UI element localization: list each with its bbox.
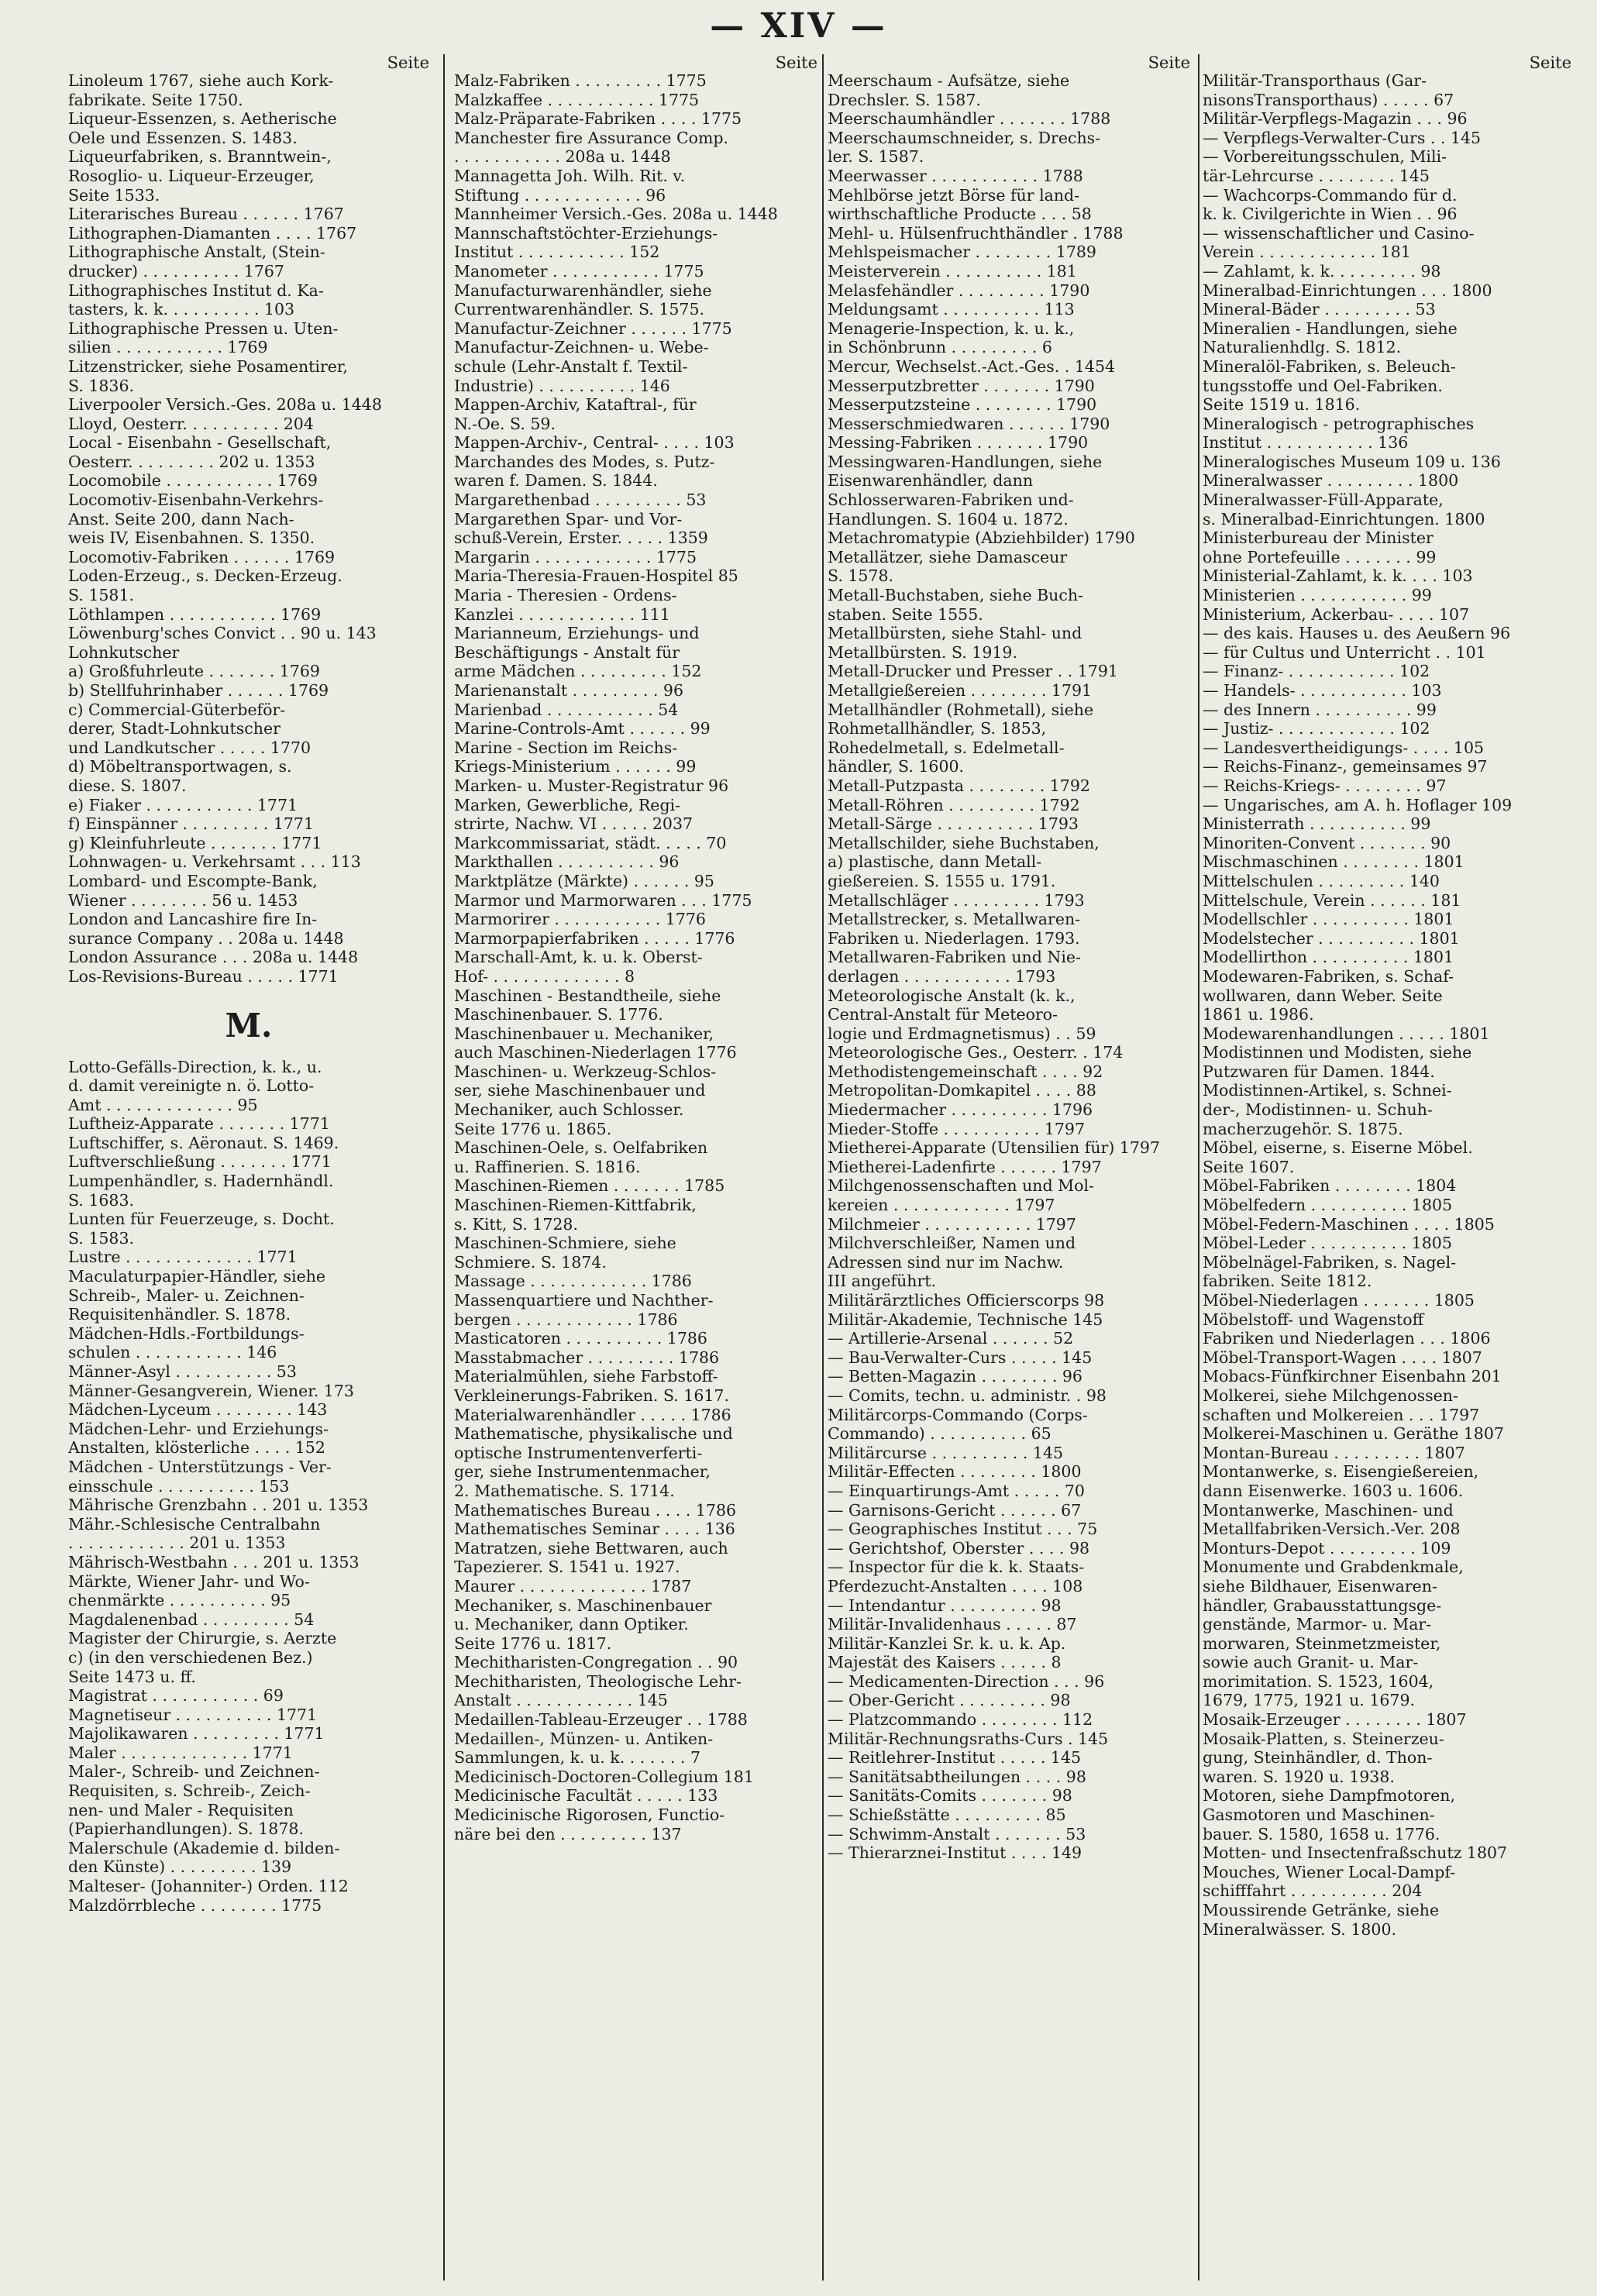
- index-entry: Marienbad . . . . . . . . . . . 54: [454, 700, 679, 719]
- index-entry: Miedermacher . . . . . . . . . . 1796: [828, 1100, 1093, 1120]
- index-entry: Mosaik-Platten, s. Steinerzeu- gung, Steinhändler, d. Thon- waren. S. 1920 u. 1938.: [1203, 1729, 1444, 1786]
- index-entry: Metall-Putzpasta . . . . . . . . 1792: [828, 776, 1090, 795]
- index-entry: Meldungsamt . . . . . . . . . . 113: [828, 300, 1075, 319]
- index-entry: Ministerien . . . . . . . . . . . 99: [1203, 586, 1432, 605]
- index-entry: — Betten-Magazin . . . . . . . . 96: [828, 1367, 1082, 1386]
- index-entry: Linoleum 1767, siehe auch Kork- fabrikate. Seite 1750.: [68, 71, 334, 109]
- index-column-4: [1203, 54, 1576, 2281]
- index-entry: — Comits, techn. u. administr. . 98: [828, 1386, 1107, 1405]
- index-entry: Maschinen- u. Werkzeug-Schlos- ser, siehe Maschinenbauer und Mechaniker, auch Schlosser. Seite 1776 u. 1865.: [454, 1062, 717, 1138]
- index-entry: Locomobile . . . . . . . . . . . 1769: [68, 471, 318, 491]
- index-entry: Mouches, Wiener Local-Dampf- schifffahrt . . . . . . . . . . 204: [1203, 1862, 1456, 1901]
- index-entry: Manufactur-Zeichner . . . . . . 1775: [454, 318, 732, 338]
- index-entry: Literarisches Bureau . . . . . . 1767: [68, 205, 344, 224]
- index-entry: Lithographische Pressen u. Uten- silien . . . . . . . . . . . 1769: [68, 318, 339, 357]
- index-entry: Metall-Röhren . . . . . . . . . 1792: [828, 795, 1080, 814]
- index-entry: Marmor und Marmorwaren . . . 1775: [454, 890, 752, 910]
- index-entry: Lunten für Feuerzeuge, s. Docht. S. 1583.: [68, 1210, 335, 1248]
- index-entry: Mehlspeismacher . . . . . . . . 1789: [828, 243, 1096, 262]
- index-entry: Mannschaftstöchter-Erziehungs- Institut . . . . . . . . . . . 152: [454, 223, 718, 262]
- index-entry: Mieder-Stoffe . . . . . . . . . . 1797: [828, 1119, 1085, 1138]
- index-entry: Luftverschließung . . . . . . . 1771: [68, 1152, 332, 1172]
- index-entry: — Einquartirungs-Amt . . . . . 70: [828, 1481, 1085, 1500]
- index-entry: Mittelschule, Verein . . . . . . 181: [1203, 890, 1461, 910]
- index-entry: — Sanitäts-Comits . . . . . . . 98: [828, 1786, 1072, 1805]
- index-entry: — Landesvertheidigungs- . . . . 105: [1203, 738, 1485, 757]
- index-entry: Monturs-Depot . . . . . . . . . 109: [1203, 1538, 1451, 1558]
- index-entry: Mischmaschinen . . . . . . . . 1801: [1203, 852, 1464, 872]
- index-entry: — Reichs-Kriegs- . . . . . . . . 97: [1203, 776, 1447, 795]
- index-entry: Materialmühlen, siehe Farbstoff- Verkleinerungs-Fabriken. S. 1617.: [454, 1367, 729, 1405]
- index-entry: Litzenstricker, siehe Posamentirer, S. 1836.: [68, 356, 348, 395]
- index-entry: Margarin . . . . . . . . . . . . 1775: [454, 547, 697, 566]
- index-entry: Mährisch-Westbahn . . . 201 u. 1353: [68, 1552, 360, 1571]
- index-entry: Modellschler . . . . . . . . . . 1801: [1203, 910, 1454, 929]
- index-entry: Militär-Rechnungsraths-Curs . 145: [828, 1729, 1109, 1748]
- index-entry: Massenquartiere und Nachther- bergen . . . . . . . . . . . . 1786: [454, 1291, 714, 1329]
- index-entry: — Verpflegs-Verwalter-Curs . . 145: [1203, 128, 1482, 147]
- index-entry: Manchester fire Assurance Comp. . . . . . . . . . . . 208a u. 1448: [454, 128, 729, 167]
- index-entry: Lombard- und Escompte-Bank, Wiener . . . . . . . . 56 u. 1453: [68, 871, 318, 910]
- index-entry: Marine - Section im Reichs- Kriegs-Ministerium . . . . . . 99: [454, 738, 697, 776]
- index-entry: Menagerie-Inspection, k. u. k., in Schönbrunn . . . . . . . . . 6: [828, 318, 1075, 357]
- column-divider: [822, 54, 824, 2281]
- index-entry: Möbel-Leder . . . . . . . . . . 1805: [1203, 1234, 1452, 1253]
- index-entry: Metallwaren-Fabriken und Nie- derlagen . . . . . . . . . . . 1793: [828, 948, 1081, 986]
- index-entry: Metallschilder, siehe Buchstaben, a) plastische, dann Metall- gießereien. S. 1555 u. 1791.: [828, 833, 1100, 890]
- index-entry: Metallätzer, siehe Damasceur S. 1578.: [828, 547, 1068, 586]
- index-entry: Mährische Grenzbahn . . 201 u. 1353: [68, 1496, 369, 1515]
- index-entry: Mechitharisten-Congregation . . 90: [454, 1653, 738, 1672]
- index-entry: Metallhändler (Rohmetall), siehe Rohmetallhändler, S. 1853, Rohedelmetall, s. Edelmetall- händler, S. 1600.: [828, 700, 1094, 776]
- index-entry: Malerschule (Akademie d. bilden- den Künste) . . . . . . . . . 139: [68, 1838, 340, 1877]
- index-entry: Metallschläger . . . . . . . . . 1793: [828, 890, 1085, 910]
- index-entry: Möbel-Federn-Maschinen . . . . 1805: [1203, 1214, 1495, 1234]
- index-entry: Männer-Asyl . . . . . . . . . . 53: [68, 1362, 297, 1381]
- index-entry: Masstabmacher . . . . . . . . . 1786: [454, 1348, 720, 1367]
- index-entry: Medicinische Rigorosen, Functio- näre bei den . . . . . . . . . 137: [454, 1805, 725, 1843]
- index-entry: Männer-Gesangverein, Wiener. 173: [68, 1381, 354, 1400]
- index-entry: Magistrat . . . . . . . . . . . 69: [68, 1686, 284, 1706]
- section-heading: M.: [225, 1006, 273, 1045]
- index-entry: Meerschaumhändler . . . . . . . 1788: [828, 109, 1111, 129]
- index-entry: Maschinen-Riemen . . . . . . . 1785: [454, 1176, 725, 1196]
- index-entry: Maria - Theresien - Ordens- Kanzlei . . . . . . . . . . . . 111: [454, 586, 677, 624]
- index-entry: Möbelnägel-Fabriken, s. Nagel- fabriken. Seite 1812.: [1203, 1252, 1457, 1291]
- index-entry: Mathematisches Bureau . . . . 1786: [454, 1500, 737, 1520]
- index-entry: Möbel-Niederlagen . . . . . . . 1805: [1203, 1291, 1475, 1310]
- index-entry: Matratzen, siehe Bettwaren, auch Tapezierer. S. 1541 u. 1927.: [454, 1538, 728, 1577]
- index-entry: — des Innern . . . . . . . . . . 99: [1203, 700, 1437, 719]
- index-entry: Mineralwasser-Füll-Apparate, s. Mineralbad-Einrichtungen. 1800: [1203, 491, 1485, 528]
- index-entry: Mathematische, physikalische und optische Instrumentenverferti- ger, siehe Instrumentenmacher, 2. Mathematische. S. 1714.: [454, 1424, 733, 1500]
- index-entry: Metall-Särge . . . . . . . . . . 1793: [828, 814, 1079, 834]
- index-entry: Lohnwagen- u. Verkehrsamt . . . 113: [68, 852, 361, 872]
- index-entry: Maschinen-Oele, s. Oelfabriken u. Raffinerien. S. 1816.: [454, 1138, 708, 1176]
- index-entry: Märkte, Wiener Jahr- und Wo- chenmärkte . . . . . . . . . . 95: [68, 1571, 310, 1610]
- index-entry: Metallstrecker, s. Metallwaren- Fabriken u. Niederlagen. 1793.: [828, 910, 1081, 948]
- index-entry: Metall-Drucker und Presser . . 1791: [828, 662, 1118, 681]
- index-entry: — Justiz- . . . . . . . . . . . . 102: [1203, 719, 1430, 738]
- index-entry: Marken- u. Muster-Registratur 96: [454, 776, 729, 795]
- index-entry: — Garnisons-Gericht . . . . . . 67: [828, 1500, 1082, 1520]
- index-entry: Maculaturpapier-Händler, siehe Schreib-, Maler- u. Zeichnen- Requisitenhändler. S. 1878.: [68, 1267, 326, 1324]
- index-entry: Malteser- (Johanniter-) Orden. 112: [68, 1877, 349, 1896]
- index-entry: Maschinen - Bestandtheile, siehe Maschinenbauer. S. 1776.: [454, 986, 721, 1024]
- index-entry: Mannagetta Joh. Wilh. Rit. v. Stiftung . . . . . . . . . . . . 96: [454, 166, 686, 205]
- index-entry: Maler-, Schreib- und Zeichnen- Requisiten, s. Schreib-, Zeich- nen- und Maler - Requisiten (Papierhandlungen). S. 1878.: [68, 1762, 320, 1839]
- index-entry: Militär-Effecten . . . . . . . . 1800: [828, 1462, 1082, 1482]
- index-entry: Militärärztliches Officierscorps 98: [828, 1291, 1105, 1310]
- index-entry: Lotto-Gefälls-Direction, k. k., u. d. damit vereinigte n. ö. Lotto- Amt . . . . . . . . . . . . . 95: [68, 1057, 322, 1114]
- index-entry: Magnetiseur . . . . . . . . . . 1771: [68, 1705, 318, 1724]
- index-entry: Militär-Kanzlei Sr. k. u. k. Ap. Majestät des Kaisers . . . . . 8: [828, 1633, 1066, 1672]
- index-entry: Mädchen - Unterstützungs - Ver- einsschule . . . . . . . . . . 153: [68, 1457, 332, 1496]
- index-entry: Marine-Controls-Amt . . . . . . 99: [454, 719, 711, 738]
- index-entry: Markthallen . . . . . . . . . . 96: [454, 852, 680, 872]
- index-entry: Methodistengemeinschaft . . . . 92: [828, 1062, 1103, 1081]
- index-entry: Maschinenbauer u. Mechaniker, auch Maschinen-Niederlagen 1776: [454, 1024, 737, 1062]
- index-entry: Lumpenhändler, s. Hadernhändl. S. 1683.: [68, 1172, 334, 1210]
- index-entry: Mappen-Archiv-, Central- . . . . 103: [454, 433, 735, 453]
- index-entry: Metall-Buchstaben, siehe Buch- staben. Seite 1555.: [828, 586, 1083, 624]
- index-entry: Mietherei-Apparate (Utensilien für) 1797: [828, 1138, 1161, 1158]
- column-divider: [443, 54, 445, 2281]
- index-entry: Messerschmiedwaren . . . . . . 1790: [828, 414, 1110, 433]
- index-entry: Möbel-Transport-Wagen . . . . 1807: [1203, 1348, 1482, 1367]
- index-entry: Modewaren-Fabriken, s. Schaf- wollwaren, dann Weber. Seite 1861 u. 1986.: [1203, 966, 1454, 1024]
- index-entry: Manufacturwarenhändler, siehe Currentwarenhändler. S. 1575.: [454, 281, 712, 319]
- index-entry: Massage . . . . . . . . . . . . 1786: [454, 1272, 692, 1291]
- index-entry: Medaillen-, Münzen- u. Antiken- Sammlungen, k. u. k. . . . . . . 7: [454, 1729, 714, 1768]
- index-entry: Loden-Erzeug., s. Decken-Erzeug. S. 1581.: [68, 566, 342, 605]
- index-entry: — Artillerie-Arsenal . . . . . . 52: [828, 1329, 1074, 1348]
- seite-column-label: Seite: [387, 54, 429, 72]
- index-entry: Marchandes des Modes, s. Putz- waren f. Damen. S. 1844.: [454, 452, 715, 491]
- index-entry: — Schießstätte . . . . . . . . . 85: [828, 1805, 1066, 1825]
- index-entry: Mädchen-Lehr- und Erziehungs- Anstalten, klösterliche . . . . 152: [68, 1419, 329, 1458]
- index-entry: Ministerial-Zahlamt, k. k. . . . 103: [1203, 566, 1473, 586]
- index-entry: Lithographisches Institut d. Ka- tasters, k. k. . . . . . . . . . 103: [68, 281, 324, 319]
- index-entry: Modewarenhandlungen . . . . . 1801: [1203, 1024, 1490, 1043]
- index-entry: Militärcurse . . . . . . . . . . 145: [828, 1443, 1064, 1462]
- index-entry: — Ober-Gericht . . . . . . . . . 98: [828, 1691, 1071, 1710]
- index-entry: Modelstecher . . . . . . . . . . 1801: [1203, 928, 1460, 948]
- index-entry: Moussirende Getränke, siehe Mineralwässer. S. 1800.: [1203, 1901, 1440, 1939]
- index-entry: Lohnkutscher a) Großfuhrleute . . . . . . . 1769 b) Stellfuhrinhaber . . . . . . 1769 c) Commercial-Güterbeför- derer, Stadt-Lohnkutscher und Landkutscher . . . . . 1770 d) Möbeltransportwagen, s. diese. S. 1807. e) Fiaker . . . . . . . . . . . 1771 f) Einspänner . . . . . . . . . 1771 g) Kleinfuhrleute . . . . . . . 1771: [68, 642, 329, 852]
- index-entry: Metallbürsten, siehe Stahl- und Metallbürsten. S. 1919.: [828, 624, 1082, 662]
- index-entry: — Thierarznei-Institut . . . . 149: [828, 1843, 1082, 1863]
- index-entry: Margarethen Spar- und Vor- schuß-Verein, Erster. . . . . 1359: [454, 509, 708, 548]
- index-entry: Marmorpapierfabriken . . . . . 1776: [454, 928, 735, 948]
- index-entry: Maurer . . . . . . . . . . . . . 1787: [454, 1576, 692, 1595]
- index-entry: — Geographisches Institut . . . 75: [828, 1520, 1098, 1539]
- index-entry: Los-Revisions-Bureau . . . . . 1771: [68, 966, 339, 986]
- index-entry: Metropolitan-Domkapitel . . . . 88: [828, 1081, 1096, 1100]
- index-entry: — Reitlehrer-Institut . . . . . 145: [828, 1748, 1082, 1768]
- index-entry: Meisterverein . . . . . . . . . . 181: [828, 261, 1077, 281]
- seite-column-label: Seite: [1148, 54, 1190, 72]
- index-entry: — Finanz- . . . . . . . . . . . 102: [1203, 662, 1430, 681]
- index-entry: Mittelschulen . . . . . . . . . 140: [1203, 871, 1440, 890]
- index-entry: Mehl- u. Hülsenfruchthändler . 1788: [828, 223, 1124, 243]
- index-entry: — Wachcorps-Commando für d. k. k. Civilgerichte in Wien . . 96: [1203, 185, 1458, 224]
- index-entry: Mineralogisches Museum 109 u. 136: [1203, 452, 1501, 471]
- index-entry: — Schwimm-Anstalt . . . . . . . 53: [828, 1824, 1086, 1843]
- index-entry: Majolikawaren . . . . . . . . . 1771: [68, 1724, 325, 1744]
- index-entry: Malzdörrbleche . . . . . . . . 1775: [68, 1895, 322, 1915]
- index-entry: Möbelstoff- und Wagenstoff Fabriken und Niederlagen . . . 1806: [1203, 1310, 1491, 1348]
- index-entry: London and Lancashire fire In- surance Company . . 208a u. 1448: [68, 910, 344, 948]
- index-entry: Löthlampen . . . . . . . . . . . 1769: [68, 604, 322, 624]
- seite-column-label: Seite: [1529, 54, 1571, 72]
- index-entry: Militär-Akademie, Technische 145: [828, 1310, 1103, 1329]
- index-entry: Meteorologische Ges., Oesterr. . 174: [828, 1043, 1124, 1062]
- index-entry: Montanwerke, s. Eisengießereien, dann Eisenwerke. 1603 u. 1606.: [1203, 1462, 1479, 1500]
- index-entry: Mineralbad-Einrichtungen . . . 1800: [1203, 281, 1492, 300]
- index-entry: Milchmeier . . . . . . . . . . . 1797: [828, 1214, 1076, 1234]
- index-entry: Meerschaum - Aufsätze, siehe Drechsler. S. 1587.: [828, 71, 1070, 109]
- index-entry: Marmorirer . . . . . . . . . . . 1776: [454, 910, 706, 929]
- index-entry: Mädchen-Hdls.-Fortbildungs- schulen . . . . . . . . . . . 146: [68, 1324, 305, 1362]
- index-entry: Meerschaumschneider, s. Drechs- ler. S. 1587.: [828, 128, 1101, 167]
- index-entry: Mineralien - Handlungen, siehe Naturalienhdlg. S. 1812.: [1203, 318, 1458, 357]
- index-entry: Medicinisch-Doctoren-Collegium 181: [454, 1767, 754, 1786]
- index-entry: Liverpooler Versich.-Ges. 208a u. 1448: [68, 395, 382, 415]
- seite-column-label: Seite: [775, 54, 817, 72]
- index-entry: Maschinen-Schmiere, siehe Schmiere. S. 1874.: [454, 1234, 676, 1272]
- index-entry: London Assurance . . . 208a u. 1448: [68, 948, 359, 967]
- index-entry: Minoriten-Convent . . . . . . . 90: [1203, 833, 1451, 852]
- index-entry: Luftschiffer, s. Aëronaut. S. 1469.: [68, 1133, 339, 1152]
- index-entry: Meerwasser . . . . . . . . . . . 1788: [828, 166, 1083, 185]
- index-entry: Liqueurfabriken, s. Branntwein-, Rosoglio- u. Liqueur-Erzeuger, Seite 1533.: [68, 147, 332, 205]
- index-entry: Molkerei, siehe Milchgenossen- schaften und Molkereien . . . 1797: [1203, 1386, 1480, 1424]
- index-entry: Lithographen-Diamanten . . . . 1767: [68, 223, 357, 243]
- index-entry: Medicinische Facultät . . . . . 133: [454, 1786, 718, 1805]
- index-entry: Molkerei-Maschinen u. Geräthe 1807: [1203, 1424, 1504, 1444]
- index-entry: Manometer . . . . . . . . . . . 1775: [454, 261, 704, 281]
- index-entry: Mobacs-Fünfkirchner Eisenbahn 201: [1203, 1367, 1502, 1386]
- index-entry: Mechaniker, s. Maschinenbauer u. Mechaniker, dann Optiker. Seite 1776 u. 1817.: [454, 1595, 712, 1653]
- index-entry: Militär-Verpflegs-Magazin . . . 96: [1203, 109, 1468, 129]
- index-entry: — Platzcommando . . . . . . . . 112: [828, 1710, 1093, 1730]
- index-entry: Mietherei-Ladenfirte . . . . . . 1797: [828, 1157, 1102, 1176]
- index-entry: Lustre . . . . . . . . . . . . . 1771: [68, 1248, 298, 1267]
- index-entry: Modistinnen und Modisten, siehe Putzwaren für Damen. 1844.: [1203, 1043, 1472, 1081]
- index-entry: Marianneum, Erziehungs- und Beschäftigungs - Anstalt für arme Mädchen . . . . . . . . . 152: [454, 624, 702, 681]
- index-entry: Mercur, Wechselst.-Act.-Ges. . 1454: [828, 356, 1116, 376]
- index-column-1: [68, 54, 434, 2281]
- index-entry: Lloyd, Oesterr. . . . . . . . . . 204: [68, 414, 314, 433]
- index-entry: Modellirthon . . . . . . . . . . 1801: [1203, 948, 1454, 967]
- index-entry: Local - Eisenbahn - Gesellschaft, Oesterr. . . . . . . . . 202 u. 1353: [68, 433, 332, 471]
- index-entry: Metachromatypie (Abziehbilder) 1790: [828, 528, 1135, 548]
- index-entry: — Zahlamt, k. k. . . . . . . . . 98: [1203, 261, 1441, 281]
- index-entry: Locomotiv-Eisenbahn-Verkehrs- Anst. Seite 200, dann Nach- weis IV, Eisenbahnen. S. 1350.: [68, 491, 324, 548]
- index-entry: — Ungarisches, am A. h. Hoflager 109: [1203, 795, 1513, 814]
- index-entry: Messerputzbretter . . . . . . . 1790: [828, 376, 1095, 395]
- index-entry: Motten- und Insectenfraßschutz 1807: [1203, 1843, 1508, 1863]
- index-entry: Mannheimer Versich.-Ges. 208a u. 1448: [454, 205, 778, 224]
- index-entry: Materialwarenhändler . . . . . 1786: [454, 1405, 731, 1424]
- index-entry: Möbel, eiserne, s. Eiserne Möbel. Seite 1607.: [1203, 1138, 1473, 1176]
- index-entry: Meteorologische Anstalt (k. k., Central-Anstalt für Meteoro- logie und Erdmagnetismus) . . 59: [828, 986, 1096, 1043]
- index-entry: Ministerbureau der Minister ohne Portefeuille . . . . . . . 99: [1203, 528, 1437, 566]
- index-entry: Möbelfedern . . . . . . . . . . 1805: [1203, 1196, 1453, 1215]
- index-entry: Mineral-Bäder . . . . . . . . . 53: [1203, 300, 1436, 319]
- index-entry: Milchgenossenschaften und Mol- kereien . . . . . . . . . . . . 1797: [828, 1176, 1094, 1215]
- index-entry: — Medicamenten-Direction . . . 96: [828, 1671, 1105, 1691]
- index-entry: Maler . . . . . . . . . . . . . 1771: [68, 1743, 293, 1762]
- index-entry: — Intendantur . . . . . . . . . 98: [828, 1595, 1062, 1615]
- index-entry: Messing-Fabriken . . . . . . . 1790: [828, 433, 1089, 453]
- index-column-2: [454, 54, 822, 2281]
- column-divider: [1198, 54, 1199, 2281]
- index-entry: Montan-Bureau . . . . . . . . . 1807: [1203, 1443, 1465, 1462]
- index-entry: Milchverschleißer, Namen und Adressen sind nur im Nachw. III angeführt.: [828, 1234, 1076, 1291]
- index-entry: Militär-Transporthaus (Gar- nisonsTransporthaus) . . . . . 67: [1203, 71, 1454, 109]
- index-entry: — wissenschaftlicher und Casino- Verein . . . . . . . . . . . . 181: [1203, 223, 1475, 262]
- index-entry: — für Cultus und Unterricht . . 101: [1203, 642, 1486, 662]
- index-entry: Mappen-Archiv, Kataftral-, für N.-Oe. S. 59.: [454, 395, 697, 433]
- index-entry: — Gerichtshof, Oberster . . . . 98: [828, 1538, 1090, 1558]
- index-entry: Militärcorps-Commando (Corps- Commando) . . . . . . . . . . 65: [828, 1405, 1088, 1444]
- index-entry: Mosaik-Erzeuger . . . . . . . . 1807: [1203, 1710, 1467, 1730]
- index-entry: Motoren, siehe Dampfmotoren, Gasmotoren und Maschinen- bauer. S. 1580, 1658 u. 1776.: [1203, 1786, 1455, 1843]
- index-entry: — Bau-Verwalter-Curs . . . . . 145: [828, 1348, 1093, 1367]
- index-entry: — Handels- . . . . . . . . . . . 103: [1203, 681, 1442, 700]
- index-entry: Manufactur-Zeichnen- u. Webe- schule (Lehr-Anstalt f. Textil- Industrie) . . . . . . . . . . 146: [454, 338, 709, 395]
- index-entry: Malz-Präparate-Fabriken . . . . 1775: [454, 109, 742, 129]
- index-entry: Mähr.-Schlesische Centralbahn . . . . . . . . . . . . 201 u. 1353: [68, 1514, 321, 1553]
- index-entry: Malzkaffee . . . . . . . . . . . 1775: [454, 90, 700, 109]
- index-entry: Medaillen-Tableau-Erzeuger . . 1788: [454, 1710, 748, 1730]
- index-entry: Modistinnen-Artikel, s. Schnei- der-, Modistinnen- u. Schuh- macherzugehör. S. 1875.: [1203, 1081, 1452, 1138]
- index-entry: — des kais. Hauses u. des Aeußern 96: [1203, 624, 1511, 643]
- index-entry: — Reichs-Finanz-, gemeinsames 97: [1203, 757, 1488, 776]
- index-entry: Montanwerke, Maschinen- und Metallfabriken-Versich.-Ver. 208: [1203, 1500, 1461, 1539]
- index-entry: Ministerium, Ackerbau- . . . . 107: [1203, 604, 1470, 624]
- index-entry: Metallgießereien . . . . . . . . 1791: [828, 681, 1093, 700]
- index-entry: Magister der Chirurgie, s. Aerzte c) (in den verschiedenen Bez.) Seite 1473 u. ff.: [68, 1629, 337, 1686]
- index-entry: Mineralogisch - petrographisches Institut . . . . . . . . . . . 136: [1203, 414, 1475, 453]
- index-entry: Ministerrath . . . . . . . . . . 99: [1203, 814, 1431, 834]
- index-entry: Monumente und Grabdenkmale, siehe Bildhauer, Eisenwaren- händler, Grabausstattungsge- genstände, Marmor- u. Mar- morwaren, Steinmetzmeister, sowie auch Granit- u. Mar- morimitation. S. 1523, 1604, 1679, 1775, 1921 u. 1679.: [1203, 1558, 1464, 1710]
- index-entry: Locomotiv-Fabriken . . . . . . 1769: [68, 547, 336, 566]
- index-entry: Luftheiz-Apparate . . . . . . . 1771: [68, 1114, 330, 1134]
- index-entry: Melasfehändler . . . . . . . . . 1790: [828, 281, 1090, 300]
- index-entry: Masticatoren . . . . . . . . . . 1786: [454, 1329, 707, 1348]
- index-entry: Liqueur-Essenzen, s. Aetherische Oele und Essenzen. S. 1483.: [68, 109, 337, 147]
- index-entry: Messingwaren-Handlungen, siehe Eisenwarenhändler, dann Schlosserwaren-Fabriken und- Handlungen. S. 1604 u. 1872.: [828, 452, 1103, 528]
- index-entry: Lithographische Anstalt, (Stein- drucker) . . . . . . . . . . 1767: [68, 243, 325, 281]
- index-entry: Maschinen-Riemen-Kittfabrik, s. Kitt, S. 1728.: [454, 1196, 697, 1234]
- index-entry: Mädchen-Lyceum . . . . . . . . 143: [68, 1400, 328, 1420]
- index-entry: Magdalenenbad . . . . . . . . . 54: [68, 1609, 315, 1629]
- index-entry: Löwenburg'sches Convict . . 90 u. 143: [68, 624, 377, 643]
- index-entry: Marktplätze (Märkte) . . . . . . 95: [454, 871, 714, 890]
- index-entry: — Sanitätsabtheilungen . . . . 98: [828, 1767, 1086, 1786]
- index-entry: Margarethenbad . . . . . . . . . 53: [454, 491, 707, 510]
- index-entry: Mehlbörse jetzt Börse für land- wirthschaftliche Producte . . . 58: [828, 185, 1092, 224]
- index-entry: Mineralöl-Fabriken, s. Beleuch- tungsstoffe und Oel-Fabriken. Seite 1519 u. 1816.: [1203, 356, 1456, 415]
- index-entry: Marken, Gewerbliche, Regi- strirte, Nachw. VI . . . . . 2037: [454, 795, 694, 834]
- index-entry: Mathematisches Seminar . . . . 136: [454, 1520, 735, 1539]
- index-entry: Möbel-Fabriken . . . . . . . . 1804: [1203, 1176, 1457, 1196]
- index-entry: Militär-Invalidenhaus . . . . . 87: [828, 1615, 1077, 1634]
- index-entry: Messerputzsteine . . . . . . . . 1790: [828, 395, 1097, 415]
- index-entry: Marschall-Amt, k. u. k. Oberst- Hof- . . . . . . . . . . . . . 8: [454, 948, 703, 986]
- index-entry: Maria-Theresia-Frauen-Hospitel 85: [454, 566, 738, 586]
- index-column-3: [828, 54, 1195, 2281]
- index-entry: Malz-Fabriken . . . . . . . . . 1775: [454, 71, 707, 90]
- index-entry: — Vorbereitungsschulen, Mili- tär-Lehrcurse . . . . . . . . 145: [1203, 147, 1447, 185]
- index-entry: — Inspector für die k. k. Staats- Pferdezucht-Anstalten . . . . 108: [828, 1558, 1085, 1595]
- index-entry: Mineralwasser . . . . . . . . . 1800: [1203, 471, 1459, 491]
- index-entry: Mechitharisten, Theologische Lehr- Anstalt . . . . . . . . . . . . 145: [454, 1671, 742, 1710]
- index-entry: Markcommissariat, städt. . . . . 70: [454, 833, 727, 852]
- page-number-header: — XIV —: [710, 6, 887, 46]
- index-entry: Marienanstalt . . . . . . . . . 96: [454, 681, 683, 700]
